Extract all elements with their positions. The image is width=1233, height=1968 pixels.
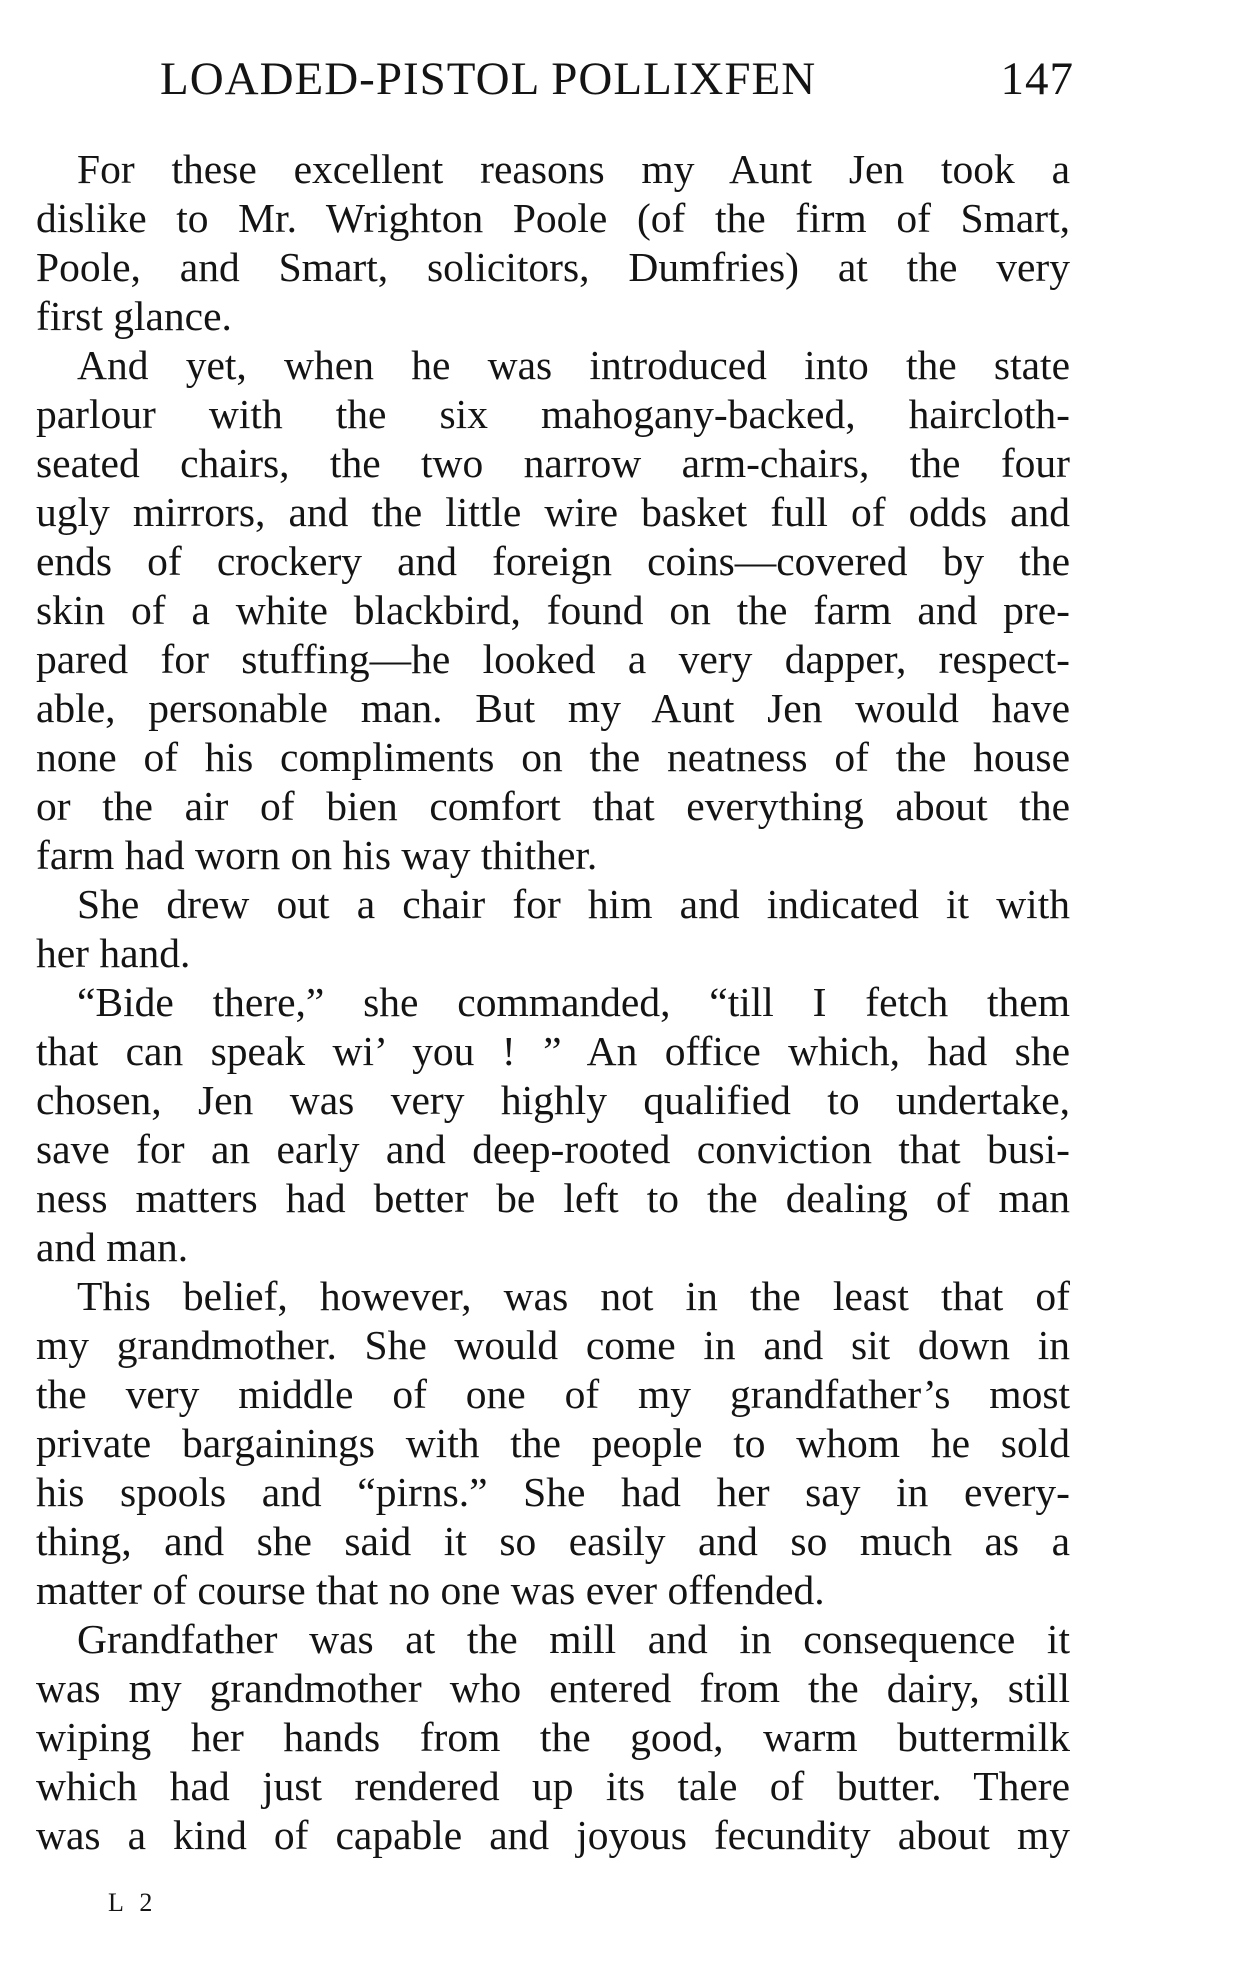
text-line: ugly mirrors, and the little wire basket full of odds and	[36, 489, 1070, 535]
text-line: pared for stuffing—he looked a very dapper, respect-	[36, 636, 1070, 682]
running-title: LOADED-PISTOL POLLIXFEN	[160, 53, 817, 105]
text-line: was a kind of capable and joyous fecundity about my	[36, 1812, 1070, 1858]
text-line: ness matters had better be left to the dealing of man	[36, 1175, 1070, 1221]
text-line: save for an early and deep-rooted conviction that busi-	[36, 1126, 1070, 1172]
text-line: matter of course that no one was ever offended.	[36, 1567, 825, 1613]
text-line: able, personable man. But my Aunt Jen would have	[36, 685, 1070, 731]
text-line: thing, and she said it so easily and so much as a	[36, 1518, 1070, 1564]
text-line: that can speak wi’ you ! ” An office which, had she	[36, 1028, 1070, 1074]
body-text	[36, 145, 1070, 1860]
text-line: For these excellent reasons my Aunt Jen took a	[77, 146, 1070, 192]
text-line: and man.	[36, 1224, 189, 1270]
signature-mark: L 2	[108, 1888, 158, 1917]
page-number: 147	[1000, 53, 1074, 105]
text-line: first glance.	[36, 293, 232, 339]
text-line: chosen, Jen was very highly qualified to undertake,	[36, 1077, 1070, 1123]
text-line: wiping her hands from the good, warm buttermilk	[36, 1714, 1070, 1760]
text-line: farm had worn on his way thither.	[36, 832, 598, 878]
text-line: which had just rendered up its tale of butter. There	[36, 1763, 1070, 1809]
text-line: or the air of bien comfort that everything about the	[36, 783, 1070, 829]
text-line: ends of crockery and foreign coins—covered by the	[36, 538, 1070, 584]
text-line: his spools and “pirns.” She had her say in every-	[36, 1469, 1070, 1515]
text-line: dislike to Mr. Wrighton Poole (of the firm of Smart,	[36, 195, 1070, 241]
text-line: “Bide there,” she commanded, “till I fetch them	[77, 979, 1070, 1025]
text-line: This belief, however, was not in the least that of	[77, 1273, 1070, 1319]
text-line: private bargainings with the people to whom he sold	[36, 1420, 1070, 1466]
text-line: her hand.	[36, 930, 191, 976]
text-line: my grandmother. She would come in and sit down in	[36, 1322, 1070, 1368]
text-line: the very middle of one of my grandfather’s most	[36, 1371, 1070, 1417]
text-line: parlour with the six mahogany-backed, haircloth-	[36, 391, 1070, 437]
text-line: Grandfather was at the mill and in consequence it	[77, 1616, 1070, 1662]
text-line: seated chairs, the two narrow arm-chairs, the four	[36, 440, 1070, 486]
text-line: And yet, when he was introduced into the state	[77, 342, 1070, 388]
text-line: skin of a white blackbird, found on the farm and pre-	[36, 587, 1070, 633]
text-line: She drew out a chair for him and indicated it with	[77, 881, 1070, 927]
text-line: Poole, and Smart, solicitors, Dumfries) at the very	[36, 244, 1070, 290]
text-line: was my grandmother who entered from the dairy, still	[36, 1665, 1070, 1711]
running-head	[160, 52, 1074, 112]
text-line: none of his compliments on the neatness of the house	[36, 734, 1070, 780]
